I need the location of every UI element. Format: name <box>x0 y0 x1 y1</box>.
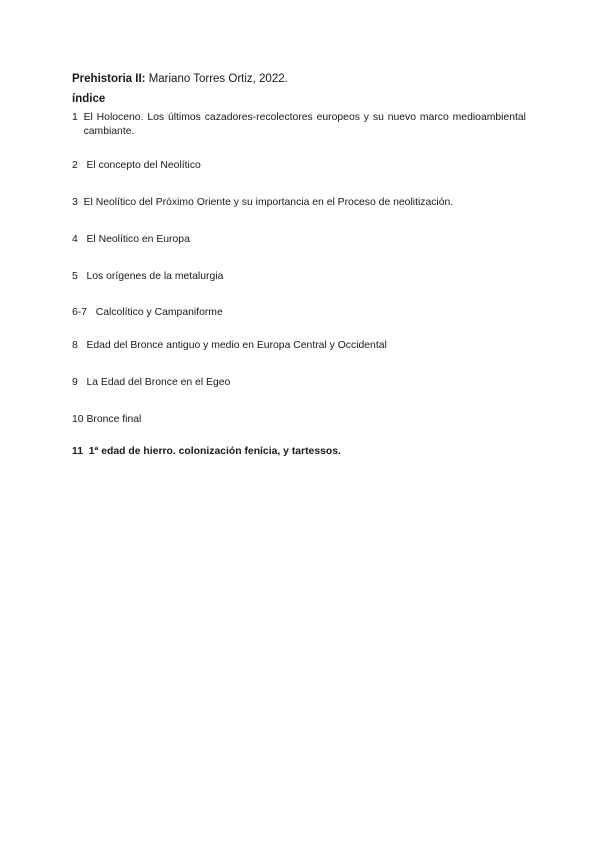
index-item-text: El Holoceno. Los últimos cazadores-recolectores europeos y su nuevo marco medioambiental cambiante. <box>83 112 526 137</box>
index-item-number: 9 <box>72 377 78 388</box>
index-item-11 <box>72 445 526 459</box>
index-item-text: El Neolítico en Europa <box>86 234 190 245</box>
index-item-10 <box>72 413 526 427</box>
index-item-number: 2 <box>72 160 78 171</box>
index-item-number: 1 <box>72 112 78 123</box>
index-item-2 <box>72 159 526 173</box>
index-item-text: Calcolítico y Campaniforme <box>95 307 223 318</box>
header-title-bold: Prehistoria II: <box>72 73 146 85</box>
index-item-text: 1ª edad de hierro. colonización fenícia, y tartessos. <box>88 446 341 457</box>
index-item-number: 3 <box>72 197 78 208</box>
index-item-number: 10 <box>72 414 84 425</box>
index-item-number: 8 <box>72 340 78 351</box>
index-item-text: Los orígenes de la metalurgia <box>86 271 224 282</box>
index-item-number: 11 <box>72 446 83 457</box>
index-item-1 <box>72 111 526 139</box>
index-title: índice <box>72 93 106 105</box>
index-item-number: 5 <box>72 271 78 282</box>
header-title-rest: Mariano Torres Ortiz, 2022. <box>145 73 288 85</box>
index-item-text: La Edad del Bronce en el Egeo <box>86 377 231 388</box>
index-item-text: El concepto del Neolítico <box>86 160 201 171</box>
index-item-number: 4 <box>72 234 78 245</box>
index-item-text: Edad del Bronce antiguo y medio en Europa Central y Occidental <box>86 340 387 351</box>
index-item-3 <box>72 196 526 210</box>
index-item-5 <box>72 270 526 284</box>
document-content <box>72 72 526 459</box>
index-item-8 <box>72 339 526 353</box>
index-item-6-7 <box>72 306 526 320</box>
index-item-text: El Neolítico del Próximo Oriente y su importancia en el Proceso de neolitización. <box>83 197 454 208</box>
index-item-number: 6-7 <box>72 307 88 318</box>
index-item-text: Bronce final <box>86 414 142 425</box>
index-item-4 <box>72 233 526 247</box>
index-item-9 <box>72 376 526 390</box>
document-header <box>72 72 526 87</box>
